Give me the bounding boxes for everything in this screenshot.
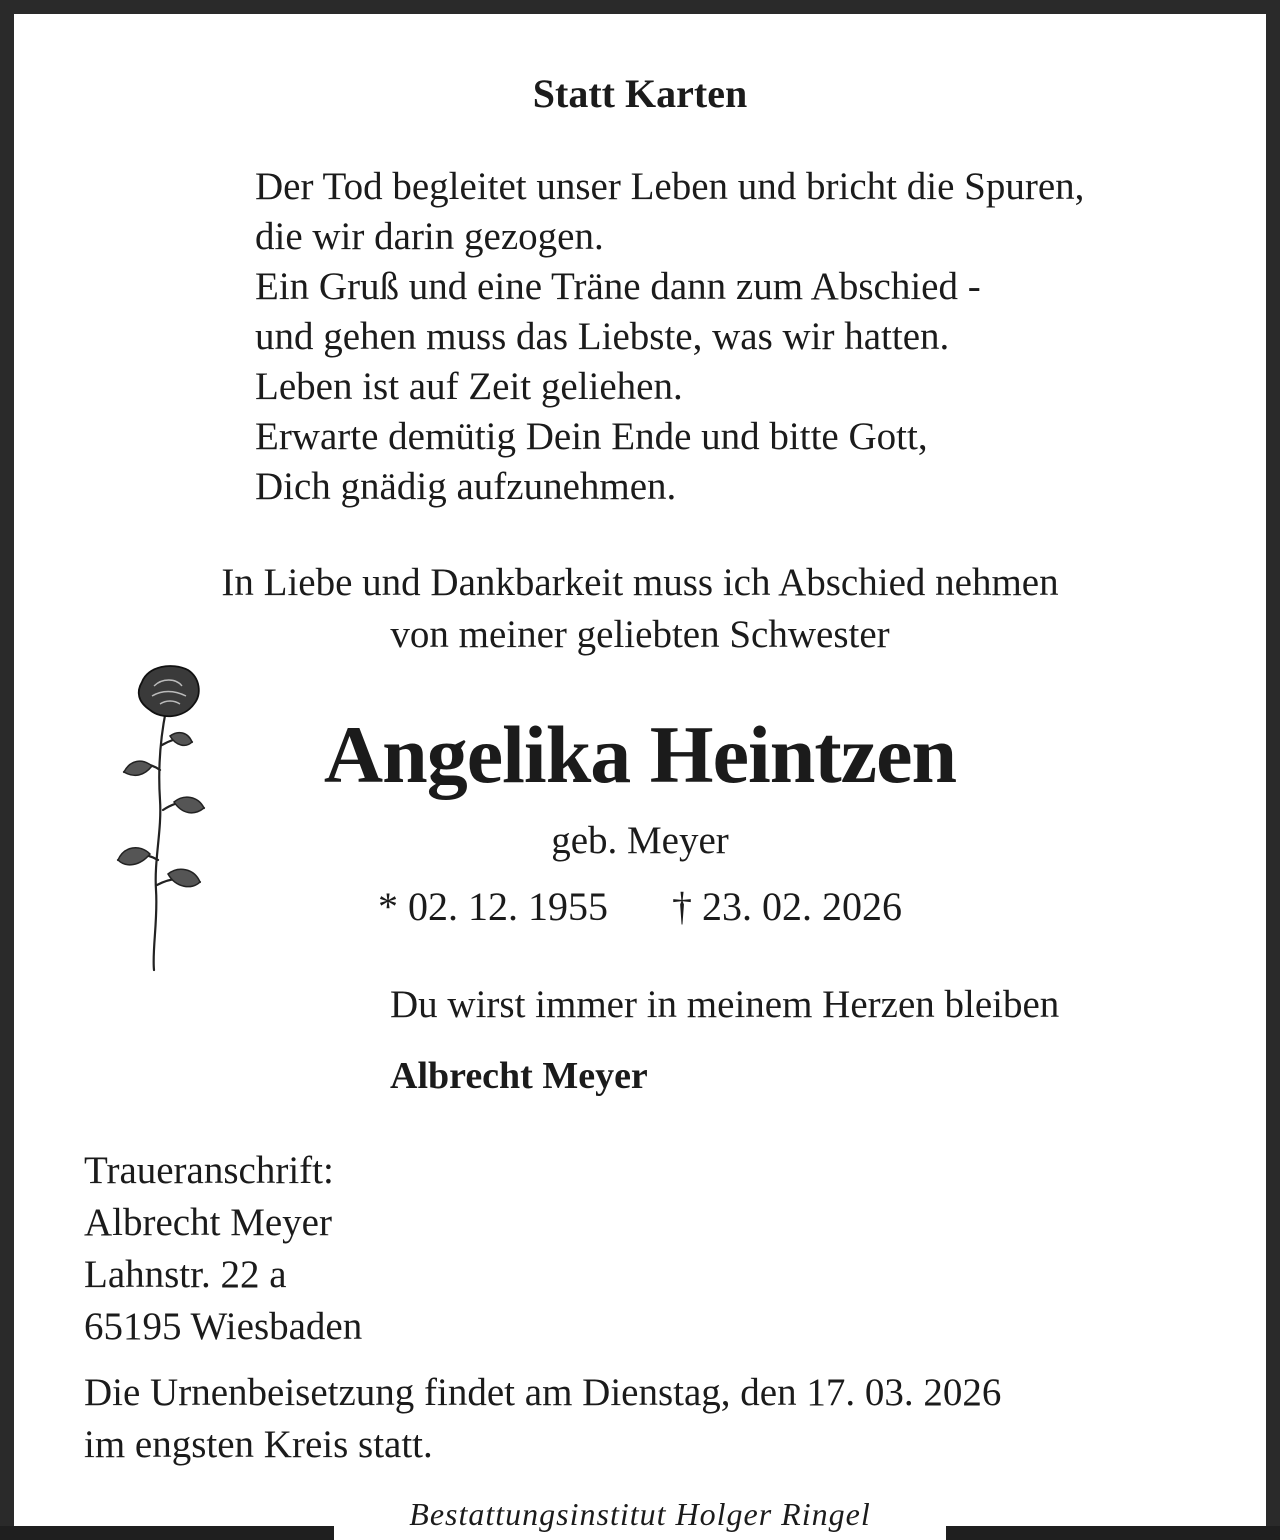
closing-line: Du wirst immer in meinem Herzen bleiben (390, 983, 1060, 1026)
address-line: Albrecht Meyer (84, 1201, 332, 1244)
poem-line: Erwarte demütig Dein Ende und bitte Gott, (255, 415, 928, 458)
intro-line: In Liebe und Dankbarkeit muss ich Abschied nehmen (221, 561, 1059, 604)
poem-line: Dich gnädig aufzunehmen. (255, 465, 677, 508)
intro (0, 557, 1280, 661)
poem-line: Der Tod begleitet unser Leben und bricht die Spuren, (255, 165, 1085, 208)
address-line: Traueranschrift: (84, 1149, 334, 1192)
poem-line: die wir darin gezogen. (255, 215, 604, 258)
poem-line: Leben ist auf Zeit geliehen. (255, 365, 683, 408)
signature: Albrecht Meyer (390, 1055, 648, 1097)
poem-line: Ein Gruß und eine Träne dann zum Abschied - (255, 265, 981, 308)
notice-line: im engsten Kreis statt. (84, 1423, 433, 1466)
deceased-name: Angelika Heintzen (323, 709, 957, 800)
funeral-home: Bestattungsinstitut Holger Ringel (334, 1492, 946, 1540)
intro-line: von meiner geliebten Schwester (390, 613, 890, 656)
mourning-address (84, 1145, 362, 1353)
burial-notice (84, 1367, 1001, 1471)
birth-date: * 02. 12. 1955 (378, 884, 608, 929)
poem (255, 162, 1084, 512)
life-dates (0, 880, 1280, 934)
heading: Statt Karten (532, 71, 748, 116)
address-line: Lahnstr. 22 a (84, 1253, 287, 1296)
notice-line: Die Urnenbeisetzung findet am Dienstag, den 17. 03. 2026 (84, 1371, 1002, 1414)
death-date: † 23. 02. 2026 (672, 884, 902, 929)
poem-line: und gehen muss das Liebste, was wir hatten. (255, 315, 950, 358)
maiden-name: geb. Meyer (551, 819, 729, 862)
address-line: 65195 Wiesbaden (84, 1305, 363, 1348)
